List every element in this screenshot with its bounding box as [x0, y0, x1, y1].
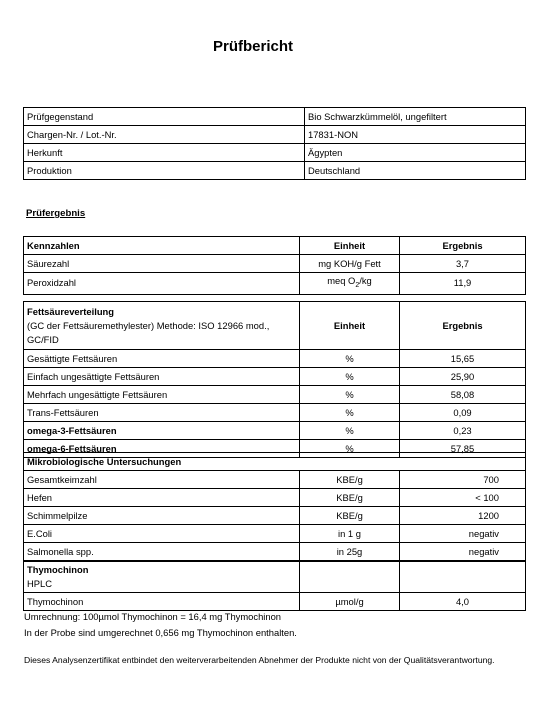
table-row [24, 404, 526, 422]
column-header: Kennzahlen [24, 237, 300, 255]
parameter-result: 0,23 [400, 422, 526, 440]
parameter-result: < 100 [400, 489, 526, 507]
parameter-result: 58,08 [400, 386, 526, 404]
table-row [24, 489, 526, 507]
parameter-unit: KBE/g [300, 489, 400, 507]
parameter-unit: mg KOH/g Fett [300, 255, 400, 273]
parameter-unit: in 1 g [300, 525, 400, 543]
empty-cell [300, 453, 400, 471]
content-note: In der Probe sind umgerechnet 0,656 mg Thymochinon enthalten. [24, 627, 297, 638]
parameter-unit: % [300, 350, 400, 368]
parameter-unit [300, 273, 400, 295]
empty-cell [400, 562, 526, 593]
parameter-name: Einfach ungesättigte Fettsäuren [24, 368, 300, 386]
header-method: HPLC [27, 578, 53, 589]
parameter-unit: % [300, 404, 400, 422]
parameter-name: Säurezahl [24, 255, 300, 273]
info-value: Ägypten [305, 144, 526, 162]
table-row [24, 108, 526, 126]
header-method: (GC der Fettsäuremethylester) Methode: ISO 12966 mod., GC/FID [27, 320, 270, 345]
table-row [24, 144, 526, 162]
table-row [24, 525, 526, 543]
column-header: Einheit [300, 302, 400, 350]
table-header-row [24, 237, 526, 255]
info-value: 17831-NON [305, 126, 526, 144]
header-title: Fettsäureverteilung [27, 306, 115, 317]
parameter-name: Schimmelpilze [24, 507, 300, 525]
product-info-table [23, 107, 526, 180]
parameter-unit: KBE/g [300, 507, 400, 525]
fatty-acid-header [24, 302, 300, 350]
parameter-unit: % [300, 368, 400, 386]
page-title: Prüfbericht [212, 38, 293, 55]
microbiology-table [23, 452, 526, 561]
parameter-result: negativ [400, 543, 526, 561]
parameter-result: 15,65 [400, 350, 526, 368]
parameter-name: Gesättigte Fettsäuren [24, 350, 300, 368]
section-title: Prüfergebnis [26, 208, 86, 219]
parameter-result: 4,0 [400, 593, 526, 611]
parameter-unit: % [300, 386, 400, 404]
table-header-row [24, 453, 526, 471]
parameter-result: 57,85 [400, 440, 526, 458]
parameter-name: Thymochinon [24, 593, 300, 611]
parameter-unit: in 25g [300, 543, 400, 561]
conversion-note: Umrechnung: 100µmol Thymochinon = 16,4 mg Thymochinon [24, 611, 282, 622]
parameter-unit: KBE/g [300, 471, 400, 489]
parameter-result: negativ [400, 525, 526, 543]
info-label: Chargen-Nr. / Lot.-Nr. [24, 126, 305, 144]
table-row [24, 422, 526, 440]
table-row [24, 162, 526, 180]
parameter-unit: % [300, 440, 400, 458]
table-row [24, 471, 526, 489]
info-value: Bio Schwarzkümmelöl, ungefiltert [305, 108, 526, 126]
parameter-name: Mehrfach ungesättigte Fettsäuren [24, 386, 300, 404]
parameter-unit: % [300, 422, 400, 440]
table-row [24, 507, 526, 525]
parameter-result: 0,09 [400, 404, 526, 422]
parameter-name: Peroxidzahl [24, 273, 300, 295]
kennzahlen-table [23, 236, 526, 295]
parameter-name: Hefen [24, 489, 300, 507]
empty-cell [300, 562, 400, 593]
fatty-acid-table [23, 301, 526, 458]
parameter-name: Salmonella spp. [24, 543, 300, 561]
table-row [24, 368, 526, 386]
table-row [24, 273, 526, 295]
parameter-unit: µmol/g [300, 593, 400, 611]
table-row [24, 593, 526, 611]
info-value: Deutschland [305, 162, 526, 180]
unit-text: meq O [327, 275, 356, 286]
column-header: Einheit [300, 237, 400, 255]
parameter-name: E.Coli [24, 525, 300, 543]
table-row [24, 255, 526, 273]
parameter-result: 700 [400, 471, 526, 489]
column-header: Ergebnis [400, 237, 526, 255]
parameter-name: omega-3-Fettsäuren [24, 422, 300, 440]
parameter-result: 11,9 [400, 273, 526, 295]
unit-subscript: 2 [355, 281, 360, 289]
disclaimer: Dieses Analysenzertifikat entbindet den weiterverarbeitenden Abnehmer der Produkte nicht von der Qualitätsverantwortung. [24, 655, 495, 665]
empty-cell [400, 453, 526, 471]
table-row [24, 350, 526, 368]
info-label: Produktion [24, 162, 305, 180]
parameter-result: 1200 [400, 507, 526, 525]
thymoquinone-table [23, 561, 526, 611]
table-row [24, 126, 526, 144]
parameter-name: omega-6-Fettsäuren [24, 440, 300, 458]
table-header-row [24, 562, 526, 593]
column-header: Ergebnis [400, 302, 526, 350]
table-header-row [24, 302, 526, 350]
info-label: Herkunft [24, 144, 305, 162]
parameter-result: 25,90 [400, 368, 526, 386]
parameter-name: Trans-Fettsäuren [24, 404, 300, 422]
parameter-result: 3,7 [400, 255, 526, 273]
thymoquinone-header [24, 562, 300, 593]
table-row [24, 543, 526, 561]
header-title: Thymochinon [27, 564, 89, 575]
microbiology-header: Mikrobiologische Untersuchungen [24, 453, 300, 471]
parameter-name: Gesamtkeimzahl [24, 471, 300, 489]
info-label: Prüfgegenstand [24, 108, 305, 126]
table-row [24, 386, 526, 404]
unit-text: /kg [359, 275, 372, 286]
